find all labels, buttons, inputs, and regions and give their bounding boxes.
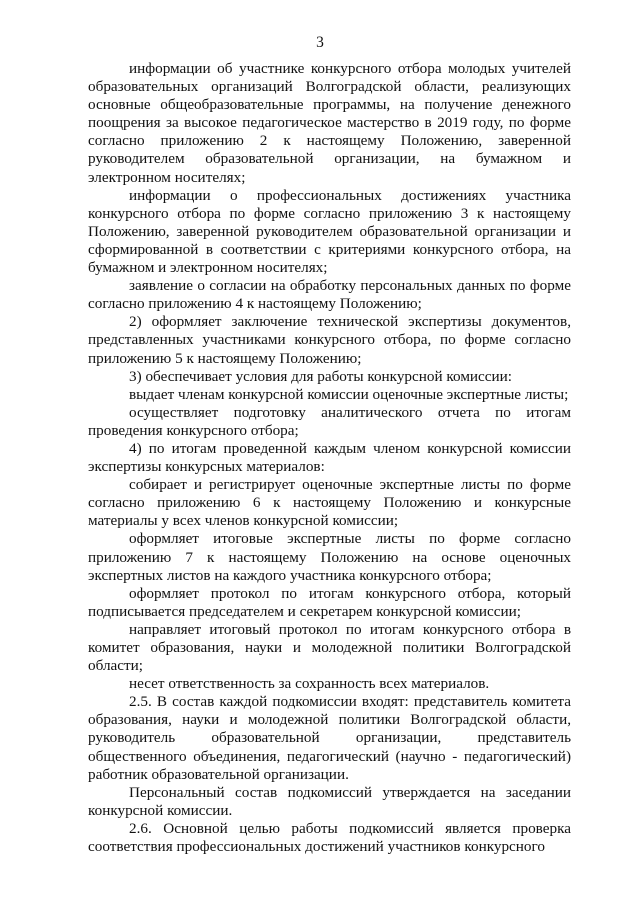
paragraph-participant-info: информации об участнике конкурсного отбора молодых учителей образовательных организаций Волгоградской области, реализующих основные общеобразовательные программы, на получение денежного поощрения за высокое педагогическое мастерство в 2019 году, по форме согласно приложению 2 к настоящему Положению, заверенной руководителем образовательной организации, на бумажном и электронном носителях; [88,60,571,186]
paragraph-analytical-report: осуществляет подготовку аналитического отчета по итогам проведения конкурсного отбора; [88,403,571,439]
paragraph-consent-statement: заявление о согласии на обработку персональных данных по форме согласно приложению 4 к настоящему Положению; [88,277,571,313]
page-number: 3 [316,34,324,51]
document-body [88,60,571,856]
paragraph-item-4: 4) по итогам проведенной каждым членом конкурсной комиссии экспертизы конкурсных материалов: [88,439,571,476]
paragraph-personnel: Персональный состав подкомиссий утверждается на заседании конкурсной комиссии. [88,783,571,819]
paragraph-collect-sheets: собирает и регистрирует оценочные экспертные листы по форме согласно приложению 6 к настоящему Положению и конкурсные материалы у всех членов конкурсной комиссии; [88,476,571,530]
paragraph-item-2: 2) оформляет заключение технической экспертизы документов, представленных участниками конкурсного отбора, по форме согласно приложению 5 к настоящему Положению; [88,313,571,367]
paragraph-professional-achievements: информации о профессиональных достижениях участника конкурсного отбора по форме согласно приложению 3 к настоящему Положению, заверенной руководителем образовательной организации и сформированной в соответствии с критериями конкурсного отбора, на бумажном и электронном носителях; [88,186,571,277]
paragraph-send-protocol: направляет итоговый протокол по итогам конкурсного отбора в комитет образования, науки и молодежной политики Волгоградской области; [88,620,571,675]
paragraph-final-sheets: оформляет итоговые экспертные листы по форме согласно приложению 7 к настоящему Положению на основе оценочных экспертных листов на каждого участника конкурсного отбора; [88,530,571,584]
paragraph-expert-sheets: выдает членам конкурсной комиссии оценочные экспертные листы; [129,385,569,403]
paragraph-section-2-6: 2.6. Основной целью работы подкомиссий является проверка соответствия профессиональных достижений участников конкурсного [88,819,571,856]
paragraph-protocol: оформляет протокол по итогам конкурсного отбора, который подписывается председателем и секретарем конкурсной комиссии; [88,584,571,620]
paragraph-section-2-5: 2.5. В состав каждой подкомиссии входят: представитель комитета образования, науки и молодежной политики Волгоградской области, руководитель образовательной организации, представитель общественного объединения, педагогический (научно - педагогический) работник образовательной организации. [88,693,571,783]
paragraph-item-3: 3) обеспечивает условия для работы конкурсной комиссии: [129,367,513,385]
paragraph-responsibility: несет ответственность за сохранность всех материалов. [129,675,490,693]
